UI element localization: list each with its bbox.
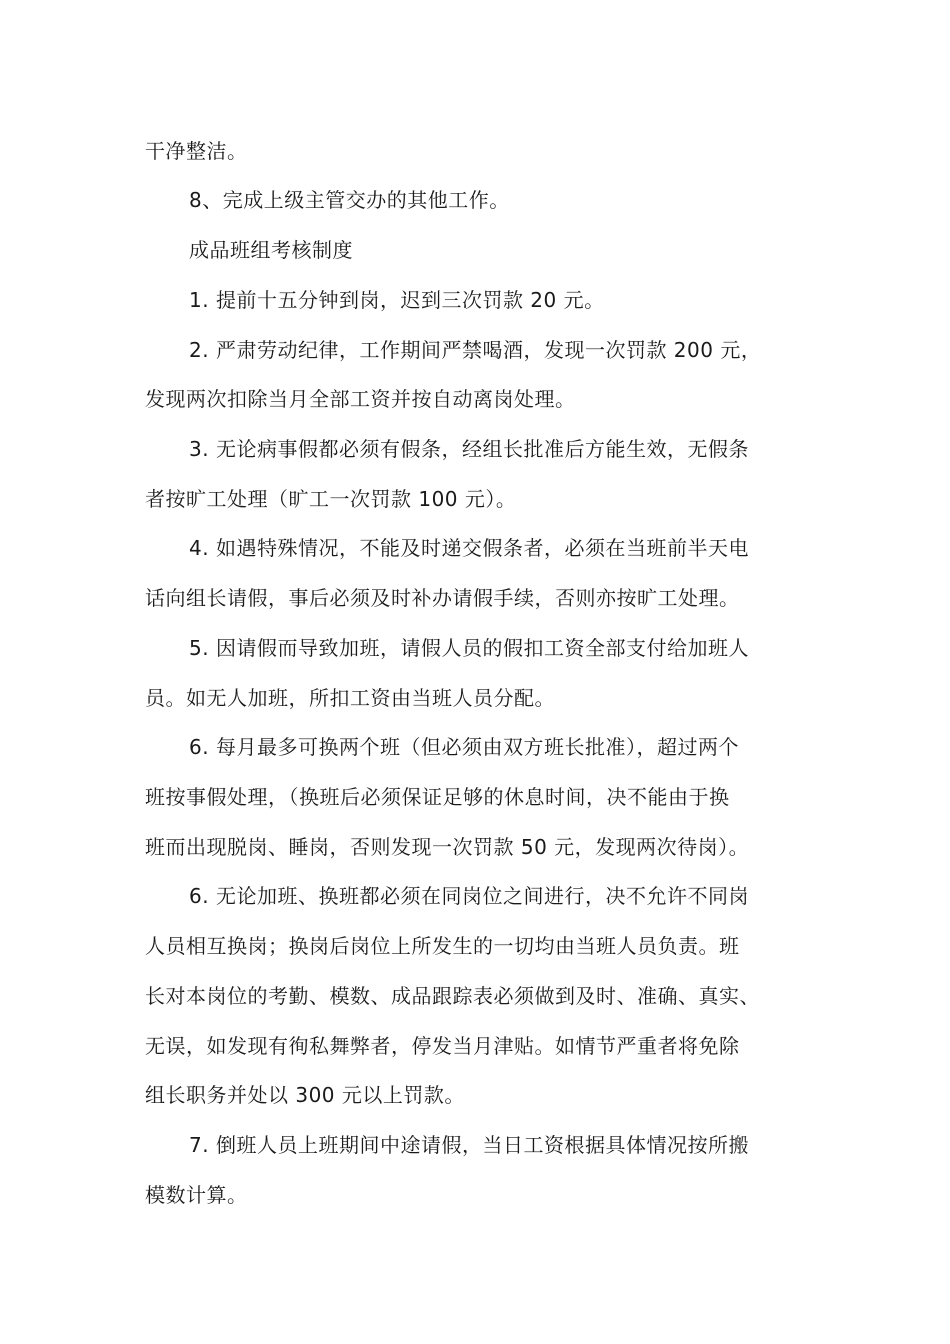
text-line: 3. 无论病事假都必须有假条，经组长批准后方能生效，无假条 (189, 437, 749, 461)
text-line: 干净整洁。 (145, 139, 248, 163)
text-line: 无误，如发现有徇私舞弊者，停发当月津贴。如情节严重者将免除 (145, 1034, 740, 1058)
text-line: 者按旷工处理（旷工一次罚款 100 元）。 (145, 487, 517, 511)
text-line: 模数计算。 (145, 1183, 248, 1207)
text-line: 8、完成上级主管交办的其他工作。 (189, 188, 510, 212)
text-line: 2. 严肃劳动纪律，工作期间严禁喝酒，发现一次罚款 200 元， (189, 338, 762, 362)
text-line: 4. 如遇特殊情况，不能及时递交假条者，必须在当班前半天电 (189, 536, 749, 560)
text-line: 5. 因请假而导致加班，请假人员的假扣工资全部支付给加班人 (189, 636, 749, 660)
text-line: 发现两次扣除当月全部工资并按自动离岗处理。 (145, 387, 576, 411)
text-line: 班而出现脱岗、睡岗，否则发现一次罚款 50 元，发现两次待岗）。 (145, 835, 750, 859)
text-line: 长对本岗位的考勤、模数、成品跟踪表必须做到及时、准确、真实、 (145, 984, 760, 1008)
text-line: 班按事假处理，（换班后必须保证足够的休息时间，决不能由于换 (145, 785, 730, 809)
text-line: 组长职务并处以 300 元以上罚款。 (145, 1083, 465, 1107)
text-line: 7. 倒班人员上班期间中途请假，当日工资根据具体情况按所搬 (189, 1133, 749, 1157)
text-line: 6. 每月最多可换两个班（但必须由双方班长批准），超过两个 (189, 735, 739, 759)
text-line: 1. 提前十五分钟到岗，迟到三次罚款 20 元。 (189, 288, 605, 312)
text-line: 6. 无论加班、换班都必须在同岗位之间进行，决不允许不同岗 (189, 884, 749, 908)
section-heading: 成品班组考核制度 (189, 238, 353, 262)
text-line: 人员相互换岗；换岗后岗位上所发生的一切均由当班人员负责。班 (145, 934, 740, 958)
text-line: 话向组长请假，事后必须及时补办请假手续，否则亦按旷工处理。 (145, 586, 740, 610)
text-line: 员。如无人加班，所扣工资由当班人员分配。 (145, 686, 555, 710)
